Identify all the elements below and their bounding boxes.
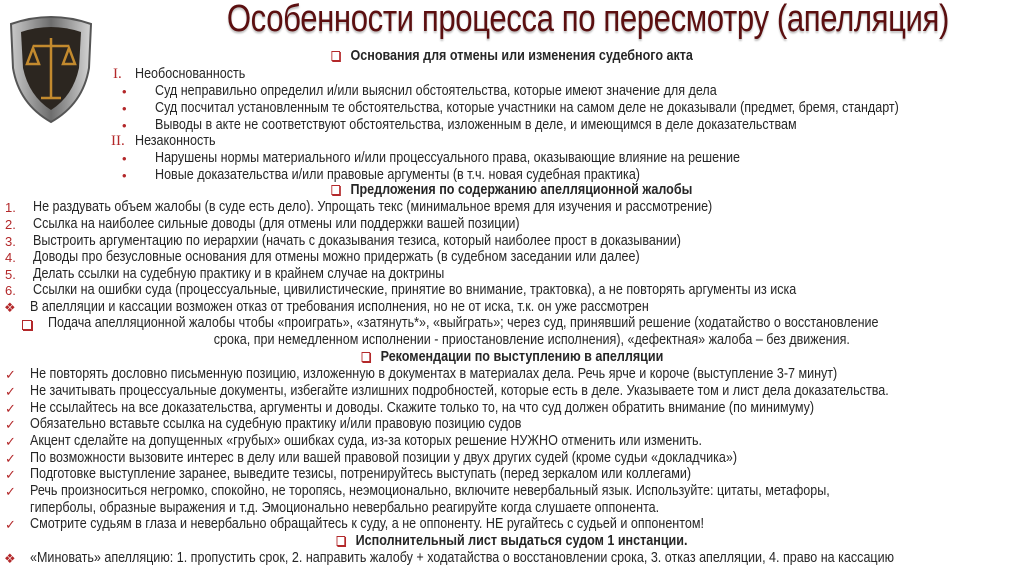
checkmark-icon: ✓ xyxy=(5,517,16,532)
list-item: Ссылки на ошибки суда (процессуальные, цивилистические, принятие во внимание, трактовка), а не повторять аргументы из иска xyxy=(33,282,797,298)
checkmark-icon: ✓ xyxy=(5,467,16,482)
list-item: Акцент сделайте на допущенных «грубых» ошибках суда, из-за которых решение НУЖНО отменить или изменить. xyxy=(30,433,703,449)
list-item: Ссылка на наиболее сильные доводы (для отмены или поддержки вашей позиции) xyxy=(33,216,520,232)
item-number: 6. xyxy=(5,283,16,298)
checkmark-icon: ✓ xyxy=(5,401,16,416)
section-header-grounds xyxy=(0,48,1024,65)
list-item: Выстроить аргументацию по иерархии (начать с доказывания тезиса, который наиболее прост в доказывании) xyxy=(33,233,681,249)
list-item: Доводы про безусловные основания для отмены можно придержать (в судебном заседании или далее) xyxy=(33,249,640,265)
checkmark-icon: ✓ xyxy=(5,434,16,449)
filing-note-cont xyxy=(0,332,1024,349)
list-item: Не раздувать объем жалобы (в суде есть дело). Упрощать текс (минимальное время для изучения и рассмотрение) xyxy=(33,199,713,215)
note: В апелляции и кассации возможен отказ от требования исполнения, но не от иска, т.к. он уже рассмотрен xyxy=(30,299,649,315)
checkmark-icon: ✓ xyxy=(5,417,16,432)
list-item: Речь произноситься негромко, спокойно, не торопясь, неэмоционально, включите невербальный язык. Используйте: цитаты, метафоры, xyxy=(30,483,830,499)
bullet-dot-icon: • xyxy=(122,101,127,116)
hollow-square-icon xyxy=(22,315,32,332)
item-number: 5. xyxy=(5,267,16,282)
section-header-recommendations xyxy=(0,349,1024,366)
bullet-dot-icon: • xyxy=(122,84,127,99)
list-item: Делать ссылки на судебную практику и в крайнем случае на доктрины xyxy=(33,266,445,282)
list-item: Подготовке выступление заранее, выведите тезисы, потренируйтесь выступать (перед зеркалом или коллегами) xyxy=(30,466,692,482)
list-item: Суд посчитал установленным те обстоятельства, которые участники на самом деле не доказывали (предмет, бремя, стандарт) xyxy=(155,100,899,116)
header-text: Основания для отмены или изменения судебного акта xyxy=(350,48,693,64)
group-label: Незаконность xyxy=(135,133,216,149)
page-title: Особенности процесса по пересмотру (апелляция) xyxy=(226,0,949,40)
shield-scales-icon xyxy=(5,6,97,126)
list-item: Суд неправильно определил и/или выяснил обстоятельства, которые имеют значение для дела xyxy=(155,83,717,99)
four-diamond-icon: ❖ xyxy=(4,551,16,566)
roman-numeral: II. xyxy=(111,133,125,149)
list-item: Не ссылайтесь на все доказательства, аргументы и доводы. Скажите только то, на что суд должен обратить внимание (по минимуму) xyxy=(30,400,815,416)
list-item: Нарушены нормы материального и/или процессуального права, оказывающие влияние на решение xyxy=(155,150,741,166)
list-item: Обязательно вставьте ссылка на судебную практику и/или правовую позицию судов xyxy=(30,416,522,432)
checkmark-icon: ✓ xyxy=(5,451,16,466)
item-number: 3. xyxy=(5,234,16,249)
list-item: Новые доказательства и/или правовые аргументы (в т.ч. новая судебная практика) xyxy=(155,167,640,183)
list-item: Выводы в акте не соответствуют обстоятельства, изложенным в деле, и имеющимся в деле доказательствам xyxy=(155,117,797,133)
list-item: По возможности вызовите интерес в делу или вашей правовой позиции у двух других судей (кроме судьи «докладчика») xyxy=(30,450,738,466)
item-number: 1. xyxy=(5,200,16,215)
checkmark-icon: ✓ xyxy=(5,384,16,399)
item-number: 4. xyxy=(5,250,16,265)
header-text: Рекомендации по выступлению в апелляции xyxy=(380,349,663,365)
header-text: Исполнительный лист выдаться судом 1 инстанции. xyxy=(355,533,688,549)
hollow-square-icon xyxy=(361,352,370,362)
list-item: Не зачитывать процессуальные документы, избегайте излишних подробностей, которые есть в деле. Указываете том и лист дела доказательства. xyxy=(30,383,889,399)
note: «Миновать» апелляцию: 1. пропустить срок, 2. направить жалобу + ходатайства о восстановлении срока, 3. отказ апелляции, 4. право на кассацию xyxy=(30,550,895,566)
list-item: Не повторять дословно письменную позицию, изложенную в документах в материалах дела. Речь ярче и короче (выступление 3-7 минут) xyxy=(30,366,838,382)
hollow-square-icon xyxy=(331,51,340,61)
four-diamond-icon: ❖ xyxy=(4,300,16,315)
checkmark-icon: ✓ xyxy=(5,367,16,382)
roman-numeral: I. xyxy=(113,66,122,82)
list-item: Смотрите судьям в глаза и невербально обращайтесь к суду, а не оппоненту. НЕ ругайтесь с судьей и оппонентом! xyxy=(30,516,704,532)
bullet-dot-icon: • xyxy=(122,168,127,183)
hollow-square-icon xyxy=(332,185,341,195)
hollow-square-icon xyxy=(337,536,346,546)
list-item-cont: гиперболы, образные выражения и т.д. Эмоционально невербально реагируйте когда слушаете оппонента. xyxy=(30,500,660,516)
filing-note-cont-text: срока, при немедленном исполнении - приостановление исполнения), «дефектная» жалоба – без движения. xyxy=(213,332,851,348)
group-label: Необоснованность xyxy=(135,66,246,82)
section-header-proposals xyxy=(0,182,1024,199)
item-number: 2. xyxy=(5,217,16,232)
header-text: Предложения по содержанию апелляционной жалобы xyxy=(350,182,693,198)
filing-note: Подача апелляционной жалобы чтобы «проиграть», «затянуть*», «выйграть»; через суд, принявший решение (ходатайство о восстановление xyxy=(48,315,879,331)
bullet-dot-icon: • xyxy=(122,151,127,166)
section-header-writ xyxy=(0,533,1024,550)
checkmark-icon: ✓ xyxy=(5,484,16,499)
bullet-dot-icon: • xyxy=(122,118,127,133)
